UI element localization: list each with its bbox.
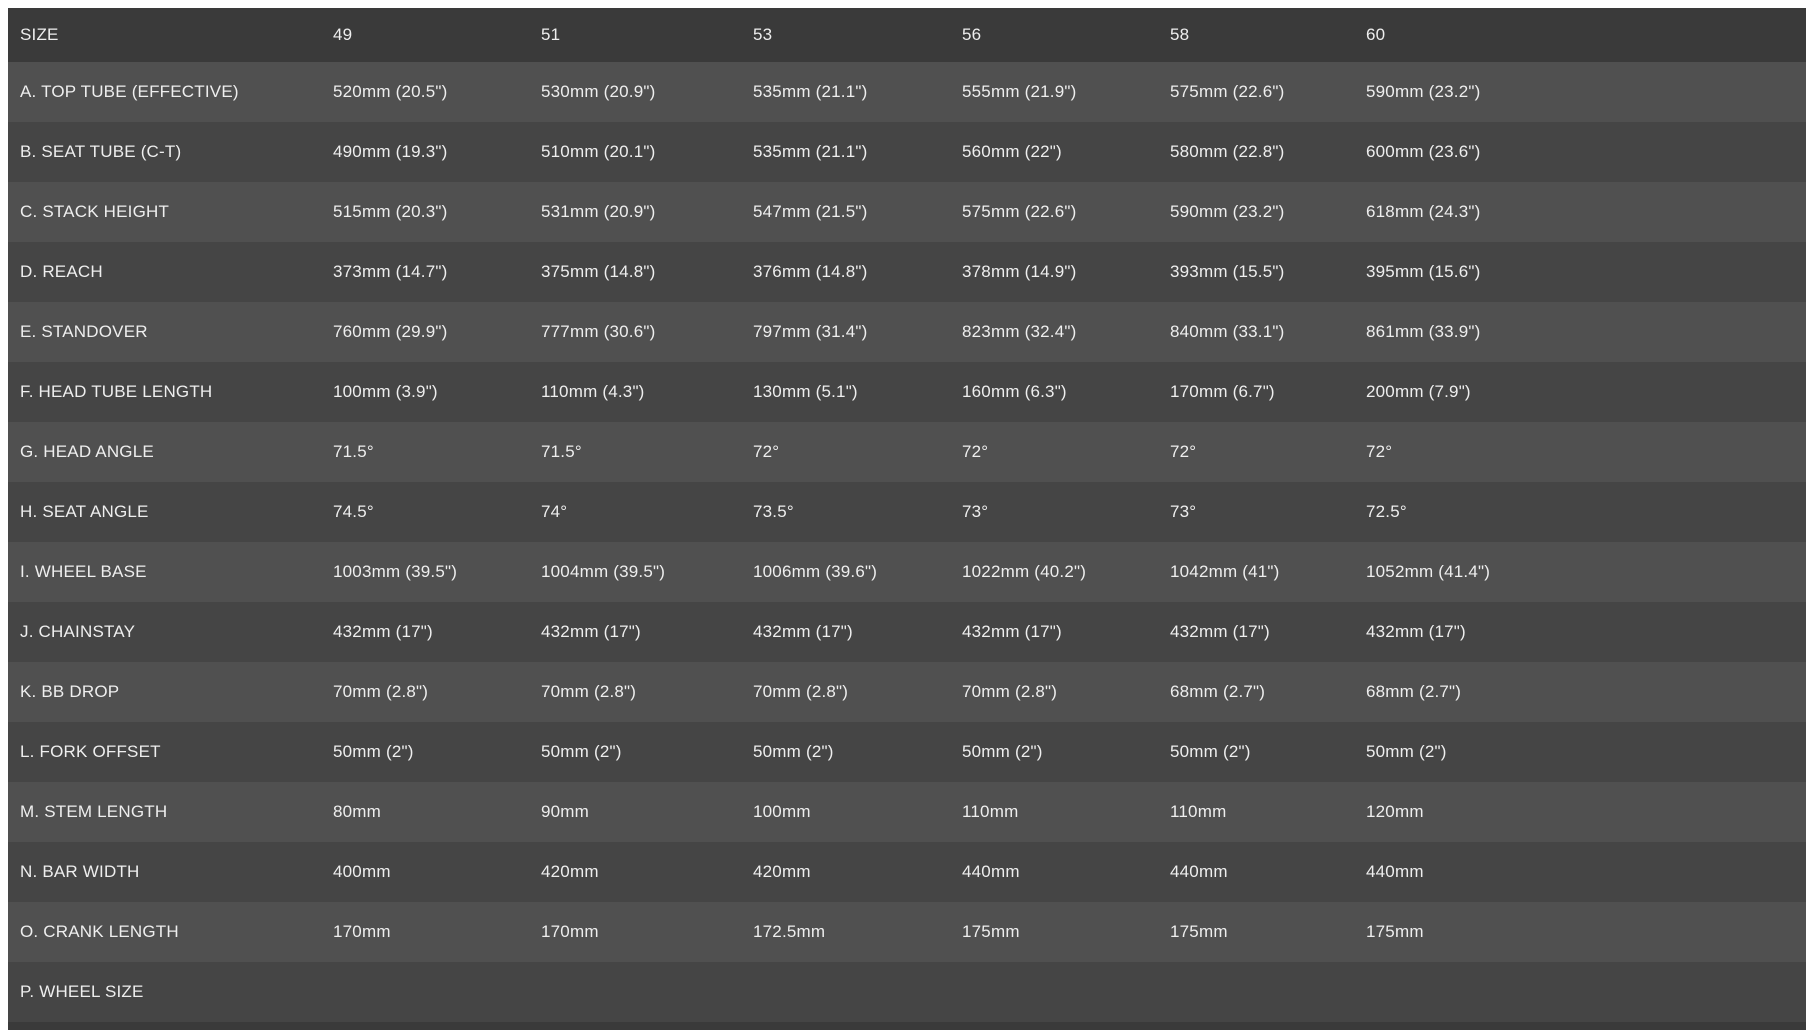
value-cell <box>745 962 954 1022</box>
value-cell: 100mm (3.9") <box>333 382 438 401</box>
header-size-label: SIZE <box>20 25 59 44</box>
value-cell: 72° <box>962 442 989 461</box>
header-size-56: 56 <box>962 25 982 44</box>
value-cell: 70mm (2.8") <box>962 682 1058 701</box>
value-cell: 50mm (2") <box>541 742 622 761</box>
value-cell: 74° <box>541 502 568 521</box>
value-cell: 555mm (21.9") <box>962 82 1077 101</box>
value-cell: 72° <box>1366 442 1393 461</box>
value-cell <box>1162 962 1358 1022</box>
value-cell: 1022mm (40.2") <box>962 562 1087 581</box>
table-row <box>8 842 1806 902</box>
value-cell: 1004mm (39.5") <box>541 562 666 581</box>
value-cell: 110mm (4.3") <box>541 382 645 401</box>
value-cell: 50mm (2") <box>962 742 1043 761</box>
header-size-49: 49 <box>333 25 353 44</box>
table-row <box>8 602 1806 662</box>
value-cell: 130mm (5.1") <box>753 382 858 401</box>
row-label: K. BB DROP <box>20 682 120 701</box>
header-size-53: 53 <box>753 25 773 44</box>
row-label: A. TOP TUBE (EFFECTIVE) <box>20 82 239 101</box>
table-row <box>8 722 1806 782</box>
value-cell <box>1358 962 1806 1022</box>
row-label: E. STANDOVER <box>20 322 148 341</box>
value-cell: 861mm (33.9") <box>1366 322 1481 341</box>
value-cell: 535mm (21.1") <box>753 82 868 101</box>
row-label: F. HEAD TUBE LENGTH <box>20 382 213 401</box>
value-cell: 580mm (22.8") <box>1170 142 1285 161</box>
value-cell: 432mm (17") <box>333 622 433 641</box>
value-cell: 823mm (32.4") <box>962 322 1077 341</box>
value-cell: 90mm <box>541 802 590 821</box>
value-cell: 175mm <box>1170 922 1228 941</box>
value-cell: 50mm (2") <box>753 742 834 761</box>
value-cell: 160mm (6.3") <box>962 382 1067 401</box>
value-cell: 547mm (21.5") <box>753 202 868 221</box>
value-cell: 71.5° <box>333 442 374 461</box>
value-cell: 110mm <box>1170 802 1227 821</box>
value-cell <box>325 962 533 1022</box>
value-cell: 70mm (2.8") <box>333 682 429 701</box>
table-bottom-strip <box>8 1022 1806 1030</box>
value-cell: 515mm (20.3") <box>333 202 448 221</box>
table-row <box>8 362 1806 422</box>
value-cell: 440mm <box>962 862 1020 881</box>
value-cell: 375mm (14.8") <box>541 262 656 281</box>
value-cell: 378mm (14.9") <box>962 262 1077 281</box>
value-cell: 68mm (2.7") <box>1170 682 1266 701</box>
row-label: B. SEAT TUBE (C-T) <box>20 142 182 161</box>
value-cell: 1042mm (41") <box>1170 562 1280 581</box>
table-row <box>8 422 1806 482</box>
value-cell: 200mm (7.9") <box>1366 382 1471 401</box>
row-label: I. WHEEL BASE <box>20 562 147 581</box>
value-cell: 440mm <box>1366 862 1424 881</box>
value-cell: 373mm (14.7") <box>333 262 448 281</box>
value-cell: 68mm (2.7") <box>1366 682 1462 701</box>
value-cell: 74.5° <box>333 502 374 521</box>
value-cell: 175mm <box>962 922 1020 941</box>
value-cell: 797mm (31.4") <box>753 322 868 341</box>
table-row <box>8 122 1806 182</box>
value-cell: 175mm <box>1366 922 1424 941</box>
header-size-51: 51 <box>541 25 561 44</box>
value-cell: 432mm (17") <box>962 622 1062 641</box>
table-row <box>8 482 1806 542</box>
value-cell: 110mm <box>962 802 1019 821</box>
row-label: J. CHAINSTAY <box>20 622 136 641</box>
value-cell: 73° <box>1170 502 1197 521</box>
value-cell: 432mm (17") <box>753 622 853 641</box>
value-cell: 432mm (17") <box>541 622 641 641</box>
value-cell: 1003mm (39.5") <box>333 562 458 581</box>
value-cell: 760mm (29.9") <box>333 322 448 341</box>
value-cell: 618mm (24.3") <box>1366 202 1481 221</box>
row-label: H. SEAT ANGLE <box>20 502 149 521</box>
value-cell: 420mm <box>753 862 811 881</box>
table-row <box>8 62 1806 122</box>
value-cell: 120mm <box>1366 802 1424 821</box>
value-cell: 600mm (23.6") <box>1366 142 1481 161</box>
header-size-60: 60 <box>1366 25 1386 44</box>
value-cell: 432mm (17") <box>1366 622 1466 641</box>
value-cell: 490mm (19.3") <box>333 142 448 161</box>
value-cell: 510mm (20.1") <box>541 142 656 161</box>
table-row <box>8 302 1806 362</box>
value-cell: 393mm (15.5") <box>1170 262 1285 281</box>
value-cell: 71.5° <box>541 442 582 461</box>
value-cell: 420mm <box>541 862 599 881</box>
value-cell: 575mm (22.6") <box>1170 82 1285 101</box>
value-cell: 440mm <box>1170 862 1228 881</box>
row-label: C. STACK HEIGHT <box>20 202 170 221</box>
header-size-58: 58 <box>1170 25 1190 44</box>
table-row <box>8 242 1806 302</box>
value-cell: 530mm (20.9") <box>541 82 656 101</box>
value-cell: 73.5° <box>753 502 794 521</box>
value-cell: 50mm (2") <box>1170 742 1251 761</box>
table-row <box>8 182 1806 242</box>
value-cell: 1052mm (41.4") <box>1366 562 1491 581</box>
row-label: D. REACH <box>20 262 103 281</box>
value-cell: 73° <box>962 502 989 521</box>
value-cell: 170mm <box>333 922 391 941</box>
value-cell: 432mm (17") <box>1170 622 1270 641</box>
table-row <box>8 542 1806 602</box>
value-cell <box>954 962 1162 1022</box>
value-cell: 50mm (2") <box>333 742 414 761</box>
table-row <box>8 962 1806 1022</box>
row-label: P. WHEEL SIZE <box>20 982 144 1001</box>
value-cell: 80mm <box>333 802 382 821</box>
value-cell: 72° <box>1170 442 1197 461</box>
table-row <box>8 902 1806 962</box>
value-cell: 590mm (23.2") <box>1366 82 1481 101</box>
value-cell: 840mm (33.1") <box>1170 322 1285 341</box>
value-cell: 172.5mm <box>753 922 826 941</box>
value-cell: 777mm (30.6") <box>541 322 656 341</box>
table-header-row <box>8 8 1806 62</box>
value-cell: 535mm (21.1") <box>753 142 868 161</box>
value-cell: 70mm (2.8") <box>753 682 849 701</box>
value-cell: 1006mm (39.6") <box>753 562 878 581</box>
row-label: N. BAR WIDTH <box>20 862 140 881</box>
value-cell: 520mm (20.5") <box>333 82 448 101</box>
value-cell: 170mm (6.7") <box>1170 382 1275 401</box>
value-cell: 170mm <box>541 922 599 941</box>
value-cell: 100mm <box>753 802 811 821</box>
value-cell: 590mm (23.2") <box>1170 202 1285 221</box>
geometry-table <box>8 8 1806 1022</box>
row-label: G. HEAD ANGLE <box>20 442 154 461</box>
value-cell: 72° <box>753 442 780 461</box>
value-cell: 376mm (14.8") <box>753 262 868 281</box>
row-label: L. FORK OFFSET <box>20 742 161 761</box>
value-cell: 560mm (22") <box>962 142 1062 161</box>
value-cell: 400mm <box>333 862 391 881</box>
value-cell: 395mm (15.6") <box>1366 262 1481 281</box>
value-cell: 72.5° <box>1366 502 1407 521</box>
table-row <box>8 662 1806 722</box>
row-label: M. STEM LENGTH <box>20 802 168 821</box>
value-cell: 531mm (20.9") <box>541 202 656 221</box>
value-cell: 70mm (2.8") <box>541 682 637 701</box>
value-cell: 50mm (2") <box>1366 742 1447 761</box>
row-label: O. CRANK LENGTH <box>20 922 179 941</box>
table-row <box>8 782 1806 842</box>
value-cell <box>533 962 745 1022</box>
value-cell: 575mm (22.6") <box>962 202 1077 221</box>
